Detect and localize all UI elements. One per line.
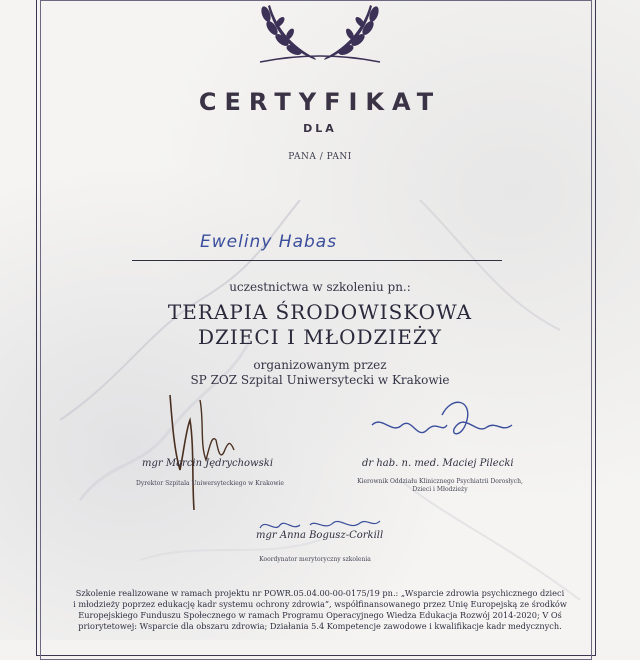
signature-left-name: mgr Marcin Jędrychowski: [142, 458, 274, 469]
participation-text: uczestnictwa w szkoleniu pn.:: [229, 280, 411, 294]
recipient-name: Eweliny Habas: [200, 232, 338, 252]
footnote-line4: priorytetowej: Wsparcie dla obszaru zdrowia; Działania 5.4 Kompetencje zawodowe i kwalifikacje kadr medycznych.: [78, 621, 562, 631]
signature-right-handwriting: [362, 395, 522, 455]
certificate-subtitle: DLA: [303, 122, 337, 135]
signature-left-handwriting: [160, 390, 250, 515]
footnote-line2: i młodzieży poprzez edukację kadr systemu ochrony zdrowia”, współfinansowanego przez Unię Europejską ze środków: [73, 599, 567, 609]
signature-right-role-line2: Dzieci i Młodzieży: [412, 486, 468, 493]
signature-center-role: Koordynator merytoryczny szkolenia: [259, 556, 371, 563]
salutation: PANA / PANI: [288, 152, 352, 162]
signature-center-name: mgr Anna Bogusz-Corkill: [256, 530, 384, 541]
signature-right-role: [340, 478, 540, 494]
organizer-name: SP ZOZ Szpital Uniwersytecki w Krakowie: [190, 373, 450, 387]
project-footnote: [50, 588, 590, 632]
signature-right-role-line1: Kierownik Oddziału Klinicznego Psychiatrii Dorosłych,: [357, 478, 523, 485]
organized-by-text: organizowanym przez: [253, 358, 387, 372]
course-title-line1: TERAPIA ŚRODOWISKOWA: [167, 300, 473, 324]
laurel-wreath-logo: [250, 0, 390, 72]
signature-left-role: Dyrektor Szpitala Uniwersyteckiego w Krakowie: [136, 480, 284, 487]
footnote-line1: Szkolenie realizowane w ramach projektu nr POWR.05.04.00-00-0175/19 pn.: „Wsparcie zdrowia psychicznego dzieci: [75, 588, 565, 598]
signature-right-name: dr hab. n. med. Maciej Pilecki: [362, 458, 514, 469]
name-underline: [132, 260, 502, 261]
footnote-line3: Europejskiego Funduszu Społecznego w ramach Programu Operacyjnego Wiedza Edukacja Rozwój 2014-2020; V Oś: [78, 610, 562, 620]
course-title-line2: DZIECI I MŁODZIEŻY: [197, 325, 443, 349]
certificate-title: CERTYFIKAT: [198, 88, 442, 116]
